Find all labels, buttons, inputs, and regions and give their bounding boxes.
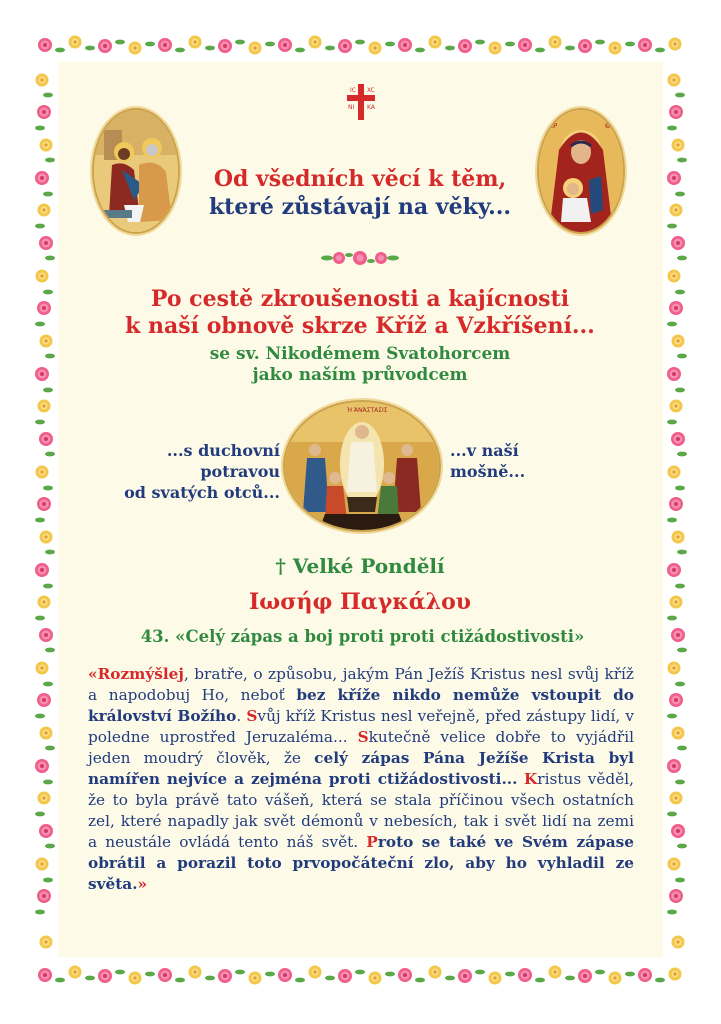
side-right-line1: ...v naší	[450, 441, 519, 460]
side-right-line2: mošně...	[450, 462, 526, 481]
guide-line1: se sv. Nikodémem Svatohorcem	[209, 344, 511, 364]
svg-text:ΜΡ: ΜΡ	[547, 122, 558, 130]
body-initial-4: P	[366, 833, 378, 851]
main-title-line1: Od všedních věcí k těm,	[213, 166, 507, 192]
body-segment-1: , bratře, o způsobu, jakým Pán Ježíš Kristus nesl svůj kříž a napodobuj Ho, neboť	[88, 665, 634, 704]
cross-label-bl: NI	[348, 104, 355, 111]
quote-close: »	[137, 875, 148, 893]
section-number: 43.	[140, 627, 170, 646]
subtitle	[120, 286, 600, 340]
side-left-line1: ...s duchovní	[166, 441, 280, 460]
cross-icon	[341, 82, 381, 122]
body-text	[88, 664, 634, 895]
body-segment-6: ristus věděl, že to byla právě tato vášeň, která se stala příčinou všech ostatních zel, které napadly jak svět démonů v nebesích, tak i svět lidí na zemi a neustále ovládá tento náš svět.	[88, 770, 634, 851]
section-heading	[90, 626, 635, 648]
subtitle-line2: k naší obnově skrze Kříž a Vzkříšení...	[125, 313, 595, 339]
body-emphasis-3: celý zápas Pána Ježíše Krista byl namířen nejvíce a zejména proti ctižádostivosti...	[88, 749, 634, 788]
side-left-line2: potravou	[200, 462, 280, 481]
guide-text	[150, 344, 570, 386]
cross-label-br: KA	[367, 104, 375, 111]
flower-divider-icon	[317, 246, 403, 270]
svg-text:Ἡ ἈΝΆΣΤΑΣΙΣ: Ἡ ἈΝΆΣΤΑΣΙΣ	[347, 407, 388, 414]
guide-line2: jako naším průvodcem	[252, 365, 468, 385]
body-emphasis-1: Rozmýšlej	[97, 665, 184, 683]
main-title	[160, 165, 560, 221]
day-label: † Velké Pondělí	[275, 554, 445, 578]
side-text-left	[80, 440, 280, 503]
side-text-right	[450, 440, 570, 482]
subtitle-line1: Po cestě zkroušenosti a kajícnosti	[150, 286, 570, 312]
side-left-line3: od svatých otců...	[124, 483, 280, 502]
quote-open: «	[88, 665, 98, 683]
body-emphasis-2: bez kříže nikdo nemůže vstoupit do království Božího	[88, 686, 634, 725]
body-initial-1: S	[246, 707, 258, 725]
cross-label-tl: IC	[350, 87, 356, 94]
body-segment-2: .	[236, 707, 247, 725]
icon-resurrection	[283, 400, 441, 532]
cross-label-tr: XC	[367, 87, 375, 94]
body-initial-2: S	[357, 728, 369, 746]
main-title-line2: které zůstávají na věky...	[208, 194, 512, 220]
body-emphasis-4: roto se také ve Svém zápase obrátil a porazil toto prvopočáteční zlo, aby ho vyhladil ze světa.	[88, 833, 634, 893]
body-initial-3: K	[523, 770, 538, 788]
svg-text:ΘΥ: ΘΥ	[605, 122, 615, 130]
body-segment-4: kutečně velice dobře to vyjádřil jeden moudrý člověk, že	[88, 728, 634, 767]
body-segment-3: vůj kříž Kristus nesl veřejně, před zástupy lidí, v poledne uprostřed Jeruzaléma...	[88, 707, 634, 746]
section-title: «Celý zápas a boj proti proti ctižádostivosti»	[175, 627, 585, 646]
author-name: Ιωσήφ Παγκάλου	[248, 589, 472, 615]
